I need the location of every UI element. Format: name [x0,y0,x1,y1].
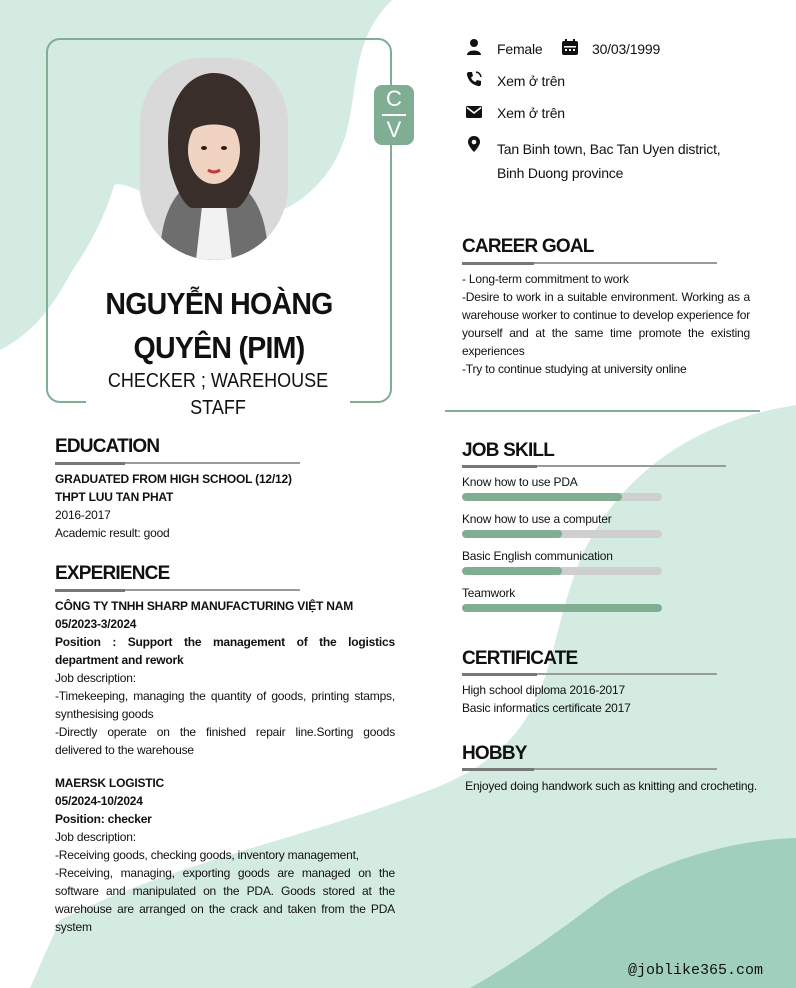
certificate-item: Basic informatics certificate 2017 [462,701,631,715]
profile-role: CHECKER ; WAREHOUSE STAFF [107,370,329,419]
experience-job [55,774,395,936]
certificate-title: CERTIFICATE [462,648,578,669]
education-school: THPT LUU TAN PHAT [55,490,174,504]
skill-label: Teamwork [462,586,516,600]
job-skill-rule [462,465,726,467]
experience-job [55,597,395,759]
skill-label: Know how to use a computer [462,512,612,526]
skill-bar [462,530,662,538]
experience-title: EXPERIENCE [55,563,170,584]
skill-label: Know how to use PDA [462,475,578,489]
job-desc-label: Job description: [55,830,136,844]
education-period: 2016-2017 [55,508,111,522]
skill-fill [462,493,622,501]
certificate-item: High school diploma 2016-2017 [462,683,625,697]
hobby-rule [462,768,717,770]
job-desc: -Timekeeping, managing the quantity of goods, printing stamps, synthesising goods [55,689,395,721]
hobby-text: Enjoyed doing handwork such as knitting and crocheting. [462,779,757,793]
contact-gender: Female [497,41,543,57]
skill-label: Basic English communication [462,549,613,563]
contact-email: Xem ở trên [497,105,565,121]
contact-address: Tan Binh town, Bac Tan Uyen district, Binh Duong province [497,141,721,181]
cv-badge-divider [382,114,406,116]
education-rule [55,462,300,464]
skill-bar [462,493,662,501]
career-goal-line: -Try to continue studying at university online [462,362,687,376]
location-icon [465,135,483,153]
skill-fill [462,604,662,612]
skill-bar [462,567,662,575]
job-company: CÔNG TY TNHH SHARP MANUFACTURING VIỆT NAM [55,599,354,613]
job-company: MAERSK LOGISTIC [55,776,165,790]
cv-badge [374,85,414,145]
contact-phone: Xem ở trên [497,73,565,89]
career-goal-text [462,270,750,378]
education-degree: GRADUATED FROM HIGH SCHOOL (12/12) [55,472,292,486]
job-position: Position: checker [55,812,152,826]
education-title: EDUCATION [55,436,160,457]
job-desc: -Receiving, managing, exporting goods are managed on the software and manipulated on the PDA. Goods stored at the warehouse are arranged on the crack and taken from the PDA system [55,866,395,934]
experience-rule [55,589,300,591]
job-skill-title: JOB SKILL [462,440,555,461]
skill-fill [462,567,562,575]
career-goal-rule [462,262,717,264]
skill-fill [462,530,562,538]
certificate-rule [462,673,717,675]
email-icon [465,103,483,121]
career-goal-title: CAREER GOAL [462,236,594,257]
section-divider [445,410,760,412]
phone-icon [465,70,483,88]
skill-bar [462,604,662,612]
cv-badge-bottom: V [386,117,402,142]
cv-badge-top: C [386,86,402,111]
contact-birthday: 30/03/1999 [592,41,661,57]
job-desc-label: Job description: [55,671,136,685]
footer-watermark: @joblike365.com [628,962,764,979]
job-position: Position : Support the management of the logistics department and rework [55,635,395,667]
job-period: 05/2024-10/2024 [55,794,143,808]
person-icon [465,38,483,56]
job-desc: -Directly operate on the finished repair line.Sorting goods delivered to the warehouse [55,725,395,757]
calendar-icon [561,38,579,56]
education-result: Academic result: good [55,526,170,540]
job-period: 05/2023-3/2024 [55,617,137,631]
profile-name: NGUYỄN HOÀNG QUYÊN (PIM) [105,286,333,365]
profile-photo [140,58,288,260]
hobby-title: HOBBY [462,743,527,764]
career-goal-line: -Desire to work in a suitable environment. Working as a warehouse worker to continue to develop experience for yourself and at the same time promote the existing experiences [462,290,750,358]
job-desc: -Receiving goods, checking goods, inventory management, [55,848,359,862]
career-goal-line: - Long-term commitment to work [462,272,629,286]
